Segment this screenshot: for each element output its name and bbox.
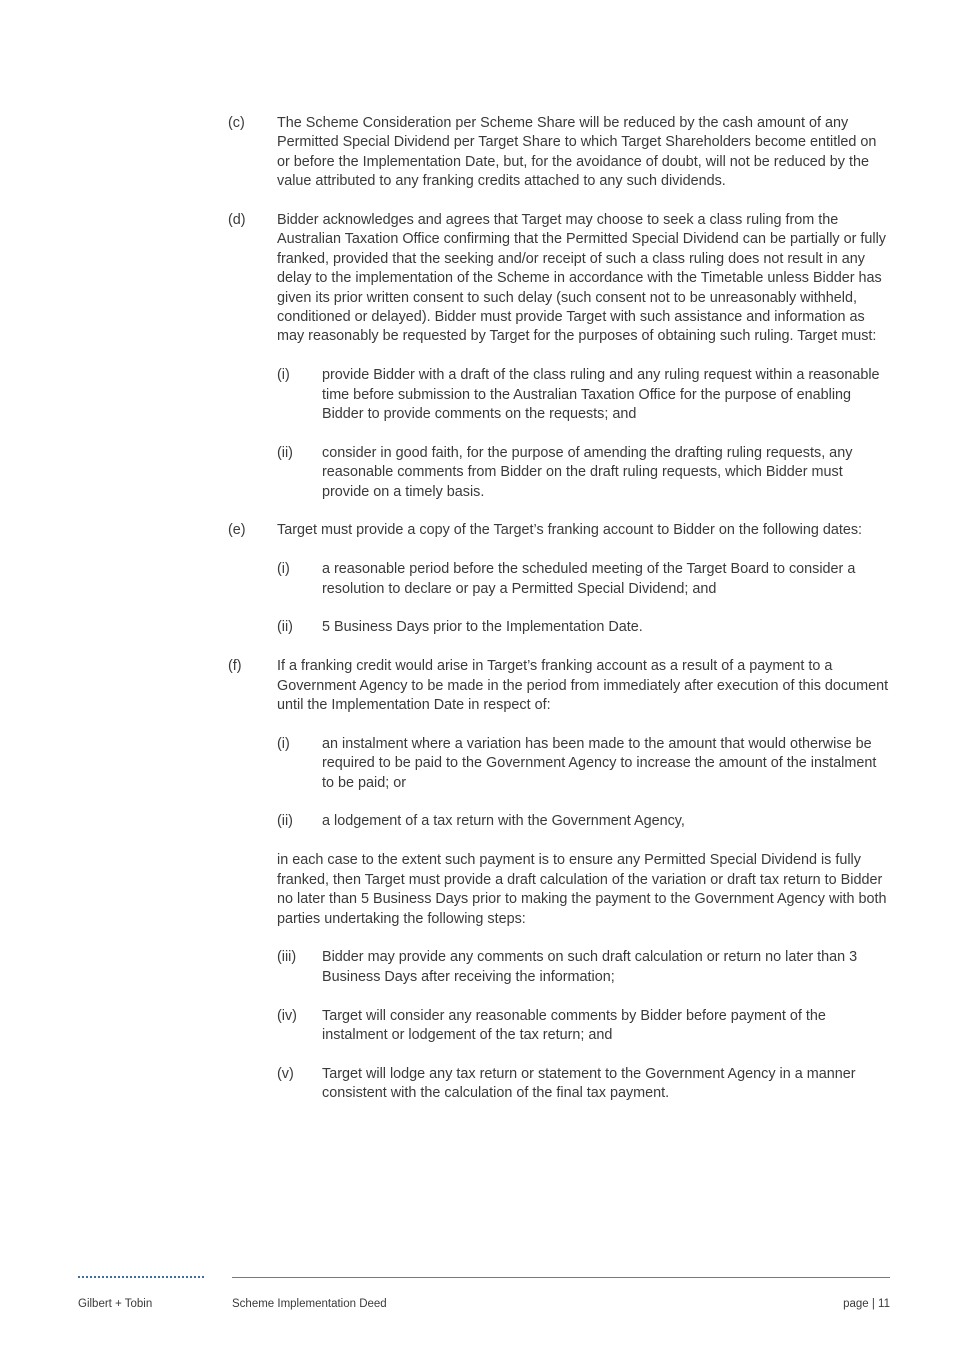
subclause-f-iii xyxy=(277,948,890,987)
clause-d xyxy=(228,211,890,347)
subclause-f-ii xyxy=(277,812,890,831)
subclause-e-ii xyxy=(277,618,890,637)
subclause-d-ii-label: (ii) xyxy=(277,444,293,461)
clause-e xyxy=(228,521,890,540)
clause-c xyxy=(228,114,890,192)
subclause-f-i xyxy=(277,735,890,793)
document-body xyxy=(228,114,890,1123)
subclause-e-ii-label: (ii) xyxy=(277,619,293,636)
subclause-f-ii-label: (ii) xyxy=(277,813,293,830)
subclause-f-iv-text: Target will consider any reasonable comments by Bidder before payment of the instalment or lodgement of the tax return; and xyxy=(322,1007,826,1043)
subclause-f-i-label: (i) xyxy=(277,735,290,752)
subclause-f-i-text: an instalment where a variation has been made to the amount that would otherwise be required to be paid to the Government Agency to increase the amount of the instalment to be paid; or xyxy=(322,735,877,791)
subclause-d-ii xyxy=(277,444,890,502)
subclause-d-i-text: provide Bidder with a draft of the class ruling and any ruling request within a reasonable time before submission to the Australian Taxation Office for the purpose of enabling Bidder to provide comments on the requests; and xyxy=(322,367,880,423)
subclause-d-i xyxy=(277,366,890,424)
subclause-f-ii-text: a lodgement of a tax return with the Government Agency, xyxy=(322,813,685,830)
subclause-f-iii-label: (iii) xyxy=(277,949,297,966)
footer-dotted-rule xyxy=(78,1276,204,1278)
clause-d-label: (d) xyxy=(228,212,246,229)
clause-f-continuation xyxy=(277,851,890,929)
subclause-f-iii-text: Bidder may provide any comments on such draft calculation or return no later than 3 Business Days after receiving the information; xyxy=(322,949,858,985)
clause-d-text: Bidder acknowledges and agrees that Target may choose to seek a class ruling from the Australian Taxation Office confirming that the Permitted Special Dividend can be partially or fully franked, provided that the seeking and/or receipt of such a class ruling does not result in any delay to the implementation of the Scheme in accordance with the Timetable unless Bidder has given its prior written consent to such delay (such consent not to be unreasonably withheld, conditioned or delayed). Bidder must provide Target with such assistance and information as may reasonably be requested by Target for the purposes of obtaining such ruling. Target must: xyxy=(277,212,886,345)
clause-e-label: (e) xyxy=(228,522,246,539)
clause-c-text: The Scheme Consideration per Scheme Share will be reduced by the cash amount of any Permitted Special Dividend per Target Share to which Target Shareholders become entitled on or before the Implementation Date, but, for the avoidance of doubt, will not be reduced by the value attributed to any franking credits attached to any such dividends. xyxy=(277,115,877,190)
subclause-e-ii-text: 5 Business Days prior to the Implementation Date. xyxy=(322,619,643,636)
clause-f xyxy=(228,657,890,715)
subclause-f-iv xyxy=(277,1007,890,1046)
clause-e-text: Target must provide a copy of the Target’s franking account to Bidder on the following dates: xyxy=(277,522,863,539)
subclause-f-v-text: Target will lodge any tax return or statement to the Government Agency in a manner consistent with the calculation of the final tax payment. xyxy=(322,1065,856,1102)
subclause-f-iv-label: (iv) xyxy=(277,1007,297,1024)
subclause-e-i-label: (i) xyxy=(277,561,290,578)
clause-f-text: If a franking credit would arise in Target’s franking account as a result of a payment to a Government Agency to be made in the period from immediately after execution of this document until the Implementation Date in respect of: xyxy=(277,658,889,714)
footer-page-number: page | 11 xyxy=(843,1298,890,1310)
clause-c-label: (c) xyxy=(228,115,245,131)
subclause-f-v xyxy=(277,1065,890,1104)
subclause-e-i-text: a reasonable period before the scheduled meeting of the Target Board to consider a resolution to declare or pay a Permitted Special Dividend; and xyxy=(322,561,856,597)
subclause-d-i-label: (i) xyxy=(277,367,290,384)
subclause-d-ii-text: consider in good faith, for the purpose of amending the drafting ruling requests, any reasonable comments from Bidder on the draft ruling requests, which Bidder must provide on a timely basis. xyxy=(322,444,853,500)
clause-f-continuation-text: in each case to the extent such payment is to ensure any Permitted Special Dividend is fully franked, then Target must provide a draft calculation of the variation or draft tax return to Bidder no later than 5 Business Days prior to making the payment to the Government Agency with both parties undertaking the following steps: xyxy=(277,852,887,927)
footer-document-title: Scheme Implementation Deed xyxy=(232,1298,387,1310)
subclause-e-i xyxy=(277,560,890,599)
subclause-f-v-label: (v) xyxy=(277,1065,294,1082)
footer-horizontal-rule xyxy=(232,1277,890,1278)
clause-f-label: (f) xyxy=(228,658,242,675)
footer-firm-name: Gilbert + Tobin xyxy=(78,1298,153,1310)
